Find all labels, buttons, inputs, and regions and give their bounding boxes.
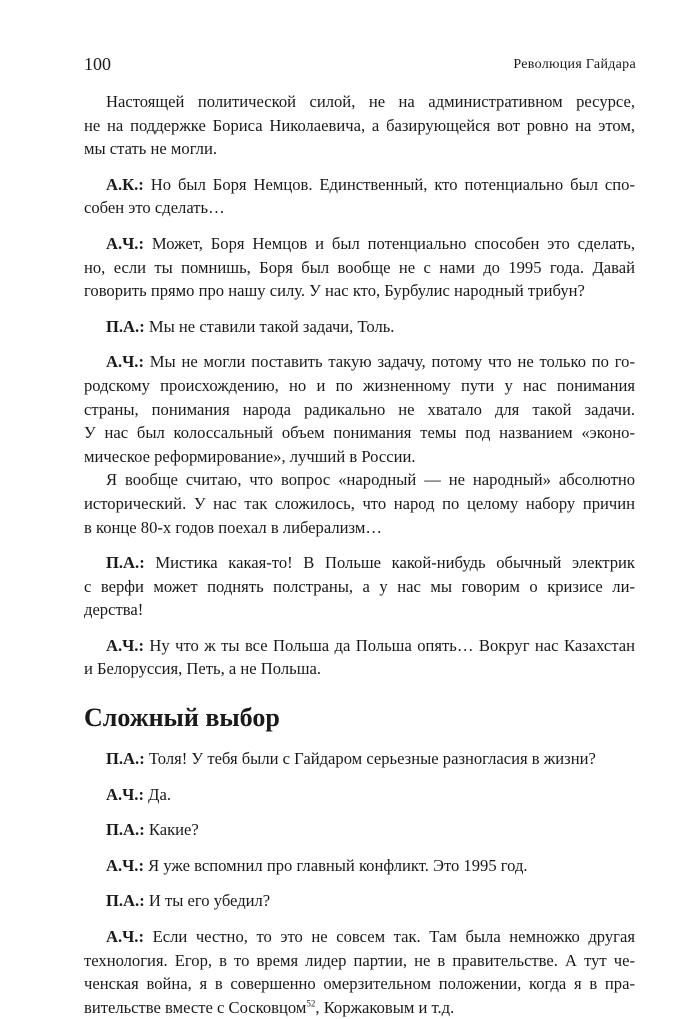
final-line-text: вительстве вместе с Сосковцом xyxy=(84,997,307,1017)
line-text: Да. xyxy=(143,784,171,804)
text-line xyxy=(84,783,635,807)
text-line xyxy=(84,925,635,949)
line-text: с верфи может поднять полстраны, а у нас мы говорим о кризисе ли- xyxy=(84,576,635,596)
text-line xyxy=(84,889,635,913)
text-line xyxy=(84,398,635,422)
text-line xyxy=(84,137,635,161)
speaker-label: П.А.: xyxy=(106,553,145,573)
text-line xyxy=(84,634,635,658)
dialogue-paragraph xyxy=(84,173,635,220)
text-line xyxy=(84,114,635,138)
line-text: но, если ты помнишь, Боря был вообще не с нами до 1995 года. Давай xyxy=(84,257,635,277)
page-number: 100 xyxy=(84,54,111,74)
dialogue-paragraph xyxy=(84,747,635,771)
dialogue-paragraph xyxy=(84,350,635,468)
text-line xyxy=(84,818,635,842)
dialogue-paragraph xyxy=(84,232,635,303)
text-line xyxy=(84,854,635,878)
line-text: дерства! xyxy=(84,600,144,620)
text-line xyxy=(84,315,635,339)
text-line xyxy=(84,374,635,398)
text-line xyxy=(84,657,635,681)
text-line xyxy=(84,445,635,469)
line-text: У нас был колоссальный объем понимания темы под названием «эконо- xyxy=(84,423,635,443)
line-text: родскому происхождению, но и по жизненному пути у нас понимания xyxy=(84,375,635,395)
text-line xyxy=(84,575,635,599)
text-line xyxy=(84,468,635,492)
text-line xyxy=(84,196,635,220)
dialogue-paragraph xyxy=(84,925,635,996)
text-paragraph xyxy=(84,90,635,161)
line-text: Настоящей политической силой, не на административном ресурсе, xyxy=(106,92,635,111)
line-text: в конце 80-х годов поехал в либерализм… xyxy=(84,517,382,537)
dialogue-paragraph xyxy=(84,315,635,339)
speaker-label: А.Ч.: xyxy=(106,635,144,655)
final-line xyxy=(84,996,635,1019)
line-text: исторический. У нас так сложилось, что народ по целому набору причин xyxy=(84,493,635,513)
speaker-label: П.А.: xyxy=(106,316,145,336)
line-text: Если честно, то это не совсем так. Там была немножко другая xyxy=(143,927,635,947)
line-text: Я уже вспомнил про главный конфликт. Это 1995 год. xyxy=(143,855,528,875)
dialogue-paragraph xyxy=(84,551,635,622)
line-text: мическое реформирование», лучший в России. xyxy=(84,446,416,466)
speaker-label: А.Ч.: xyxy=(106,784,144,804)
dialogue-paragraph xyxy=(84,889,635,913)
line-text: мы стать не могли. xyxy=(84,139,217,159)
dialogue-paragraph xyxy=(84,634,635,681)
text-line xyxy=(84,256,635,280)
line-text: страны, понимания народа радикально не хватало для такой задачи. xyxy=(84,399,635,419)
line-text: говорить прямо про нашу силу. У нас кто, Бурбулис народный трибун? xyxy=(84,281,585,301)
line-text: Мы не ставили такой задачи, Толь. xyxy=(144,316,395,336)
line-text: Но был Боря Немцов. Единственный, кто потенциально был спо- xyxy=(143,174,635,194)
speaker-label: А.Ч.: xyxy=(106,233,144,253)
line-text: не на поддержке Бориса Николаевича, а базирующейся вот ровно на этом, xyxy=(84,115,635,135)
line-text: технология. Егор, в то время лидер партии, не в правительстве. А тут че- xyxy=(84,950,635,970)
text-paragraph xyxy=(84,468,635,539)
speaker-label: А.К.: xyxy=(106,174,144,194)
speaker-label: П.А.: xyxy=(106,820,145,840)
text-line xyxy=(84,90,635,114)
page-body xyxy=(84,90,635,1019)
footnote-ref: 52 xyxy=(306,998,316,1009)
line-text: Толя! У тебя были с Гайдаром серьезные разногласия в жизни? xyxy=(144,749,596,769)
speaker-label: П.А.: xyxy=(106,891,145,911)
text-line xyxy=(84,949,635,973)
dialogue-after xyxy=(84,747,635,996)
dialogue-before xyxy=(84,90,635,681)
final-line-text-end: , Коржаковым и т.д. xyxy=(315,997,455,1017)
speaker-label: А.Ч.: xyxy=(106,927,144,947)
line-text: ченская война, я в совершенно омерзительном положении, когда я в пра- xyxy=(84,974,635,994)
line-text: Ну что ж ты все Польша да Польша опять… Вокруг нас Казахстан xyxy=(143,635,635,655)
text-line xyxy=(84,279,635,303)
text-line xyxy=(84,421,635,445)
text-line xyxy=(84,492,635,516)
text-line xyxy=(84,173,635,197)
text-line xyxy=(84,972,635,996)
speaker-label: П.А.: xyxy=(106,749,145,769)
dialogue-paragraph xyxy=(84,818,635,842)
line-text: собен это сделать… xyxy=(84,198,225,218)
dialogue-paragraph xyxy=(84,854,635,878)
line-text: Может, Боря Немцов и был потенциально способен это сделать, xyxy=(143,233,635,253)
text-line xyxy=(84,516,635,540)
speaker-label: А.Ч.: xyxy=(106,855,144,875)
text-line xyxy=(84,232,635,256)
text-line xyxy=(84,551,635,575)
line-text: Мы не могли поставить такую задачу, потому что не только по го- xyxy=(143,352,635,372)
text-line xyxy=(84,350,635,374)
line-text: Я вообще считаю, что вопрос «народный — не народный» абсолютно xyxy=(106,470,635,490)
line-text: и Белоруссия, Петь, а не Польша. xyxy=(84,659,321,679)
dialogue-paragraph xyxy=(84,783,635,807)
speaker-label: А.Ч.: xyxy=(106,352,144,372)
line-text: И ты его убедил? xyxy=(144,891,271,911)
section-heading: Сложный выбор xyxy=(84,703,280,733)
running-header xyxy=(84,54,636,78)
text-line xyxy=(84,747,635,771)
text-line xyxy=(84,598,635,622)
running-title: Революция Гайдара xyxy=(513,57,636,72)
line-text: Какие? xyxy=(144,820,199,840)
line-text: Мистика какая-то! В Польше какой-нибудь обычный электрик xyxy=(144,553,635,573)
